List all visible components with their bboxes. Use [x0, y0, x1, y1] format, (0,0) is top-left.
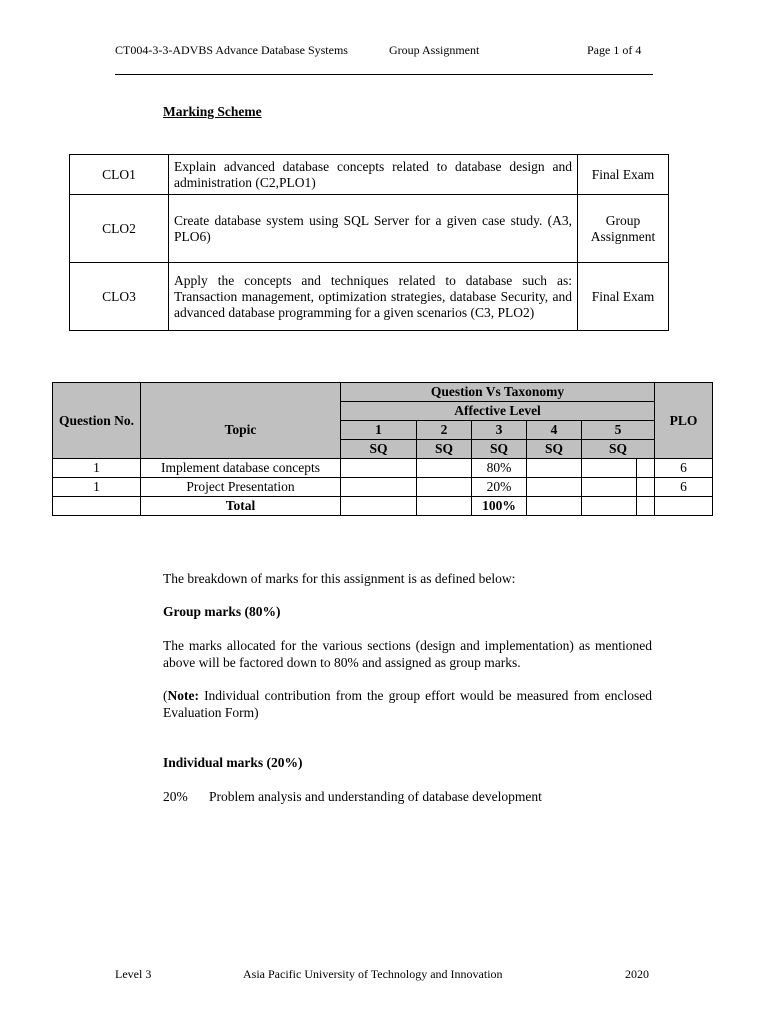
- clo-code: CLO3: [70, 263, 169, 331]
- total-label: Total: [141, 497, 341, 516]
- note-paragraph: (Note: Individual contribution from the group effort would be measured from enclosed Evaluation Form): [163, 688, 652, 720]
- individual-pct: 20%: [163, 789, 188, 804]
- clo-table: [69, 154, 669, 331]
- clo-assessment: Final Exam: [578, 155, 669, 195]
- header-page-number: Page 1 of 4: [587, 43, 642, 57]
- clo-row: [70, 155, 669, 195]
- sq-header: SQ: [341, 440, 417, 459]
- footer-institution: Asia Pacific University of Technology and Innovation: [243, 967, 503, 981]
- plo-value: 6: [655, 459, 713, 478]
- individual-marks-heading: Individual marks (20%): [163, 755, 303, 770]
- topic-header-spacer: [141, 383, 341, 402]
- total-row: [53, 497, 713, 516]
- plo-header: PLO: [655, 383, 713, 459]
- topic: Project Presentation: [141, 478, 341, 497]
- clo-assessment: Final Exam: [578, 263, 669, 331]
- clo-row: [70, 263, 669, 331]
- plo-value: 6: [655, 478, 713, 497]
- topic-header: Topic: [141, 402, 341, 459]
- table-row: [53, 478, 713, 497]
- group-marks-heading: Group marks (80%): [163, 604, 281, 619]
- taxonomy-header: Question Vs Taxonomy: [341, 383, 655, 402]
- level-2-header: 2: [417, 421, 472, 440]
- clo-description: Apply the concepts and techniques related to database such as: Transaction management, optimization strategies, database Security, and advanced database programming for a given scenarios (C3, PLO2): [169, 263, 578, 331]
- clo-description: Explain advanced database concepts related to database design and administration (C2,PLO1): [169, 155, 578, 195]
- clo-row: [70, 195, 669, 263]
- question-no-header: Question No.: [53, 383, 141, 459]
- footer-level: Level 3: [115, 967, 152, 981]
- total-level-3: 100%: [472, 497, 527, 516]
- table-row: [53, 459, 713, 478]
- sq-header: SQ: [527, 440, 582, 459]
- clo-assessment: Group Assignment: [578, 195, 669, 263]
- question-no: 1: [53, 459, 141, 478]
- affective-level-header: Affective Level: [341, 402, 655, 421]
- breakdown-intro: The breakdown of marks for this assignment is as defined below:: [163, 571, 516, 586]
- footer-year: 2020: [625, 967, 649, 981]
- level-3-value: 20%: [472, 478, 527, 497]
- sq-header: SQ: [417, 440, 472, 459]
- level-3-header: 3: [472, 421, 527, 440]
- header-doc-type: Group Assignment: [389, 43, 480, 57]
- note-label: Note:: [167, 688, 199, 703]
- note-text: Individual contribution from the group effort would be measured from enclosed Evaluation Form): [163, 688, 652, 720]
- level-5-header: 5: [582, 421, 655, 440]
- taxonomy-table: [52, 382, 713, 516]
- sq-header: SQ: [582, 440, 655, 459]
- group-marks-text: The marks allocated for the various sections (design and implementation) as mentioned above will be factored down to 80% and assigned as group marks.: [163, 638, 652, 670]
- header-course: CT004-3-3-ADVBS Advance Database Systems: [115, 43, 348, 57]
- level-4-header: 4: [527, 421, 582, 440]
- clo-description: Create database system using SQL Server for a given case study. (A3, PLO6): [169, 195, 578, 263]
- individual-item: Problem analysis and understanding of database development: [209, 789, 542, 804]
- sq-header: SQ: [472, 440, 527, 459]
- level-3-value: 80%: [472, 459, 527, 478]
- question-no: 1: [53, 478, 141, 497]
- clo-code: CLO2: [70, 195, 169, 263]
- level-1-header: 1: [341, 421, 417, 440]
- topic: Implement database concepts: [141, 459, 341, 478]
- section-title: Marking Scheme: [163, 104, 262, 119]
- clo-code: CLO1: [70, 155, 169, 195]
- header-rule: [115, 74, 653, 75]
